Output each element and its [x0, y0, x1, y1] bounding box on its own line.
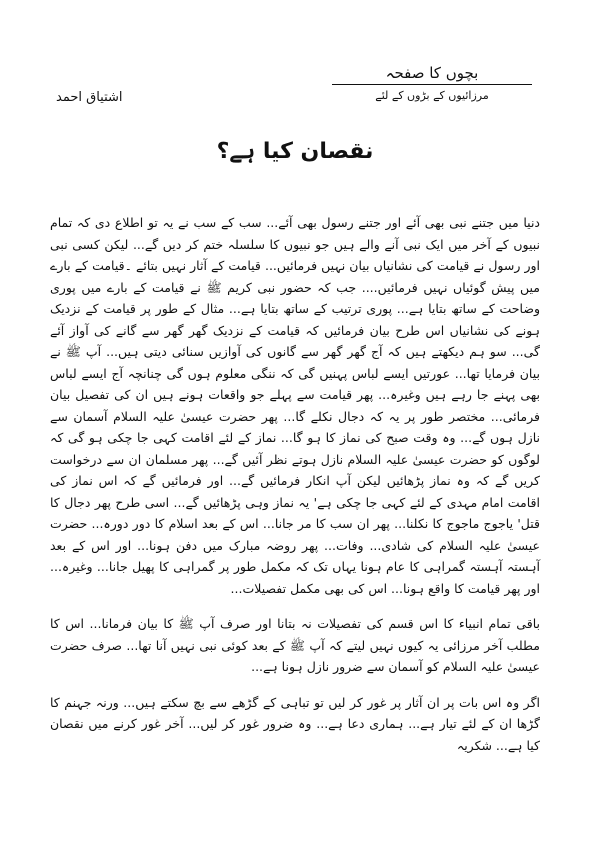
author-name: اشتیاق احمد: [56, 90, 123, 105]
paragraph: اگر وہ اس بات پر ان آثار پر غور کر لیں تو تباہی کے گڑھے سے بچ سکتے ہیں... ورنہ جہنم کا گڑھا ان کے لئے تیار ہے... ہماری دعا ہے... وہ ضرور غور کر لیں... آخر غور کرنے میں نقصان کیا ہے... شکریہ: [50, 694, 540, 753]
header-divider: [332, 84, 532, 85]
page-header: [322, 64, 542, 103]
paragraph: دنیا میں جتنے نبی بھی آئے اور جتنے رسول بھی آئے... سب کے سب نے یہ تو اطلاع دی کہ تمام نبیوں کے آخر میں ایک نبی آنے والے ہیں جو نبیوں کا سلسلہ ختم کر دیں گے... لیکن کسی نبی اور رسول نے قیامت کی نشانیاں بیان نہیں فرمائیں... قیامت کے آثار نہیں بتائے ۔قیامت کے بارے میں پیش گوئیاں نہیں فرمائیں.... جب کہ حضور نبی کریم ﷺ نے قیامت کے بارے میں پوری وضاحت کے ساتھ بتایا ہے... پوری ترتیب کے ساتھ بتایا ہے... مثال کے طور پر قیامت کے نزدیک ہونے کی نشانیاں اس طرح بیان فرمائیں کہ قیامت کے نزدیک گھر گھر سے گانے کی آواز آئے گی... سو ہم دیکھتے ہیں کہ آج گھر گھر سے گانوں کی آوازیں سنائی دیتی ہیں... آپ ﷺ نے بیان فرمایا تھا... عورتیں ایسے لباس پہنیں گی کہ ننگی معلوم ہوں گی چنانچہ آج ایسے لباس بھی پہنے جا رہے ہیں وغیرہ... پھر قیامت سے پہلے جو واقعات ہونے ہیں ان کی تفصیل بیان فرمائی... مختصر طور پر یہ کہ دجال نکلے گا... پھر حضرت عیسیٰ علیہ السلام آسمان سے نازل ہوں گے... وہ وقت صبح کی نماز کا ہو گا... نماز کے لئے اقامت کہی جا چکی ہو گی کہ لوگوں کو حضرت عیسیٰ علیہ السلام نازل ہوتے نظر آئیں گے... پھر مسلمان ان سے درخواست کریں گے کہ وہ نماز پڑھائیں لیکن آپ انکار فرمائیں گے... اور فرمائیں گے کہ اس نماز کی اقامت امام مہدی کے لئے کہی جا چکی ہے' یہ نماز وہی پڑھائیں گے... اسی طرح پھر دجال کا قتل' یاجوج ماجوج کا نکلنا... پھر ان سب کا مر جانا... اس کے بعد اسلام کا دور دورہ... حضرت عیسیٰ علیہ السلام کی شادی... وفات... پھر روضہ مبارک میں دفن ہونا... اور اس کے بعد آہستہ آہستہ گمراہی کا عام ہونا یہاں تک کہ مکمل طور پر گمراہی کا پھیل جانا... وغیرہ... اور پھر قیامت کا واقع ہونا... اس کی بھی مکمل تفصیلات...: [50, 215, 540, 596]
article-body: [50, 212, 540, 756]
section-title: بچوں کا صفحہ: [385, 64, 479, 82]
subtitle: مرزائیوں کے بڑوں کے لئے: [375, 89, 489, 102]
paragraph: باقی تمام انبیاء کا اس قسم کی تفصیلات نہ بتانا اور صرف آپ ﷺ کا بیان فرمانا... اس کا مطلب آخر مرزائی یہ کیوں نہیں لیتے کہ آپ ﷺ کے بعد کوئی نبی نہیں آنا تھا... صرف حضرت عیسیٰ علیہ السلام کو آسمان سے ضرور نازل ہونا ہے...: [50, 616, 540, 674]
article-title: نقصان کیا ہے؟: [216, 139, 374, 164]
